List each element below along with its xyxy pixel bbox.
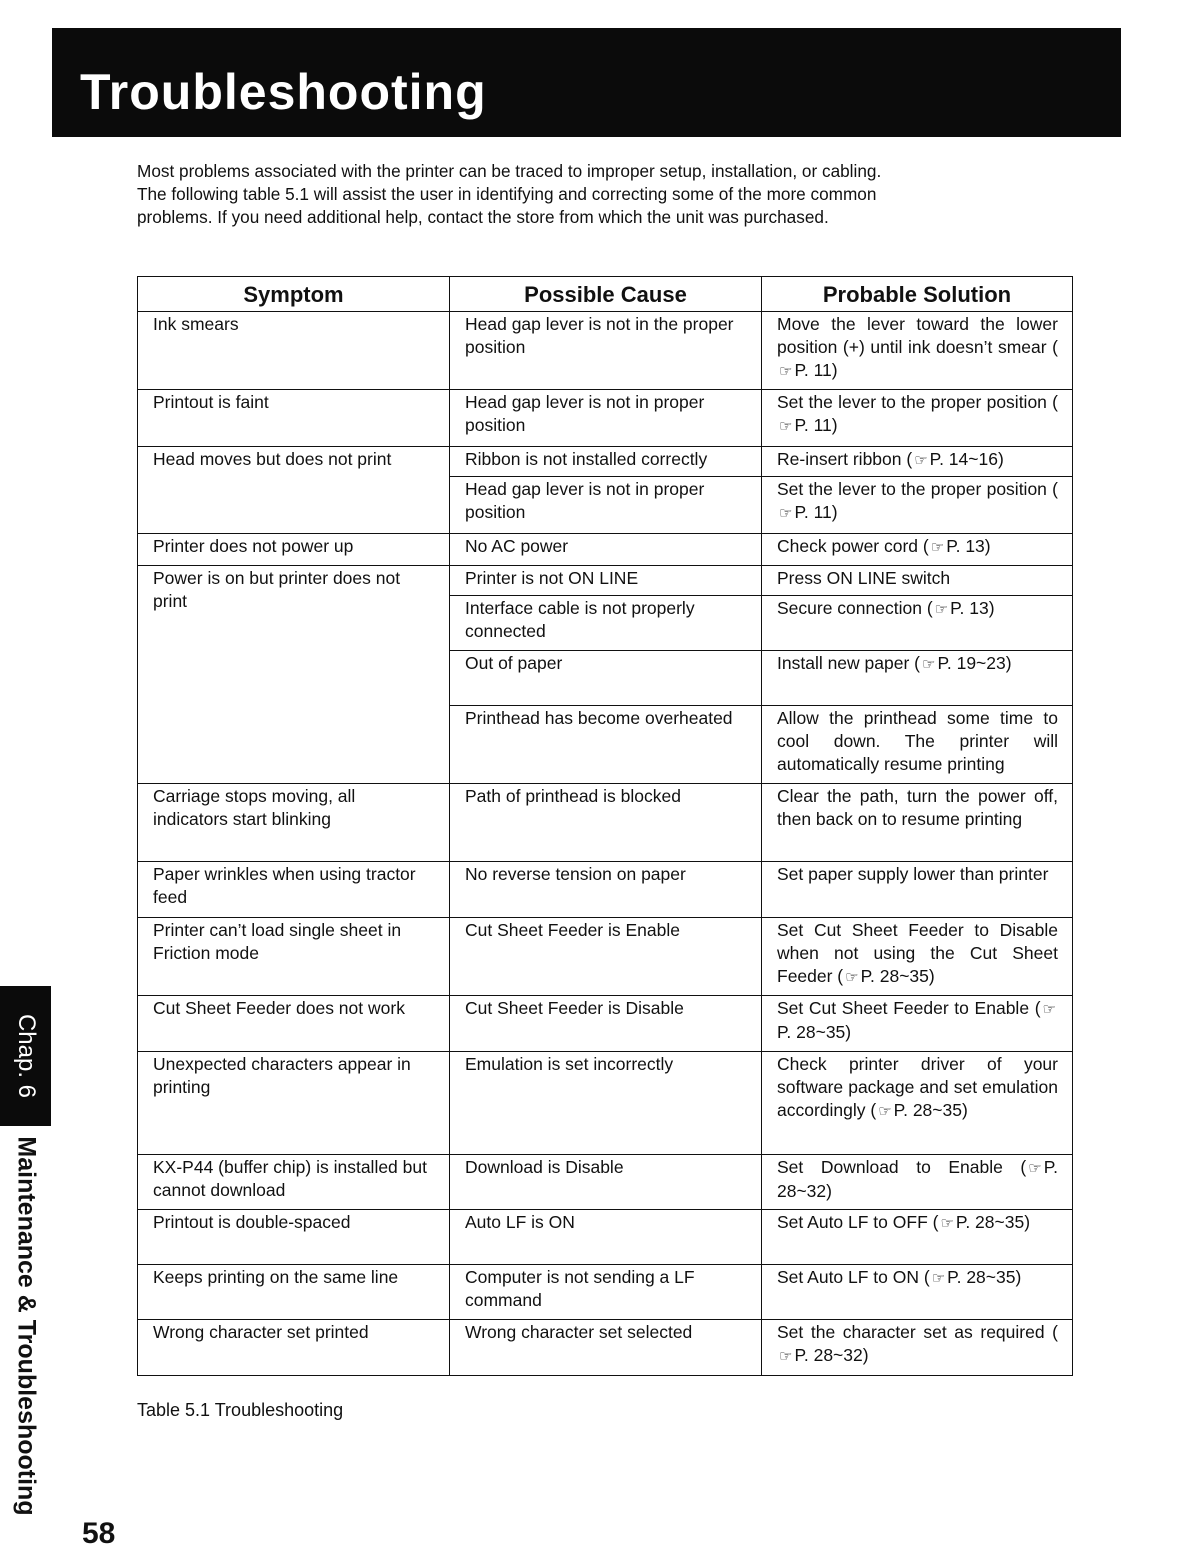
symptom-cell: Printer can’t load single sheet in Friction mode: [138, 918, 450, 996]
page-reference: P. 28~35): [860, 966, 935, 986]
solution-cell: [762, 1210, 1073, 1265]
solution-cell: [762, 706, 1073, 784]
page-reference: P. 11): [794, 360, 838, 380]
cause-cell: Out of paper: [450, 651, 762, 706]
solution-text: Set paper supply lower than printer: [777, 864, 1049, 884]
solution-cell: [762, 534, 1073, 566]
symptom-cell: Head moves but does not print: [138, 447, 450, 534]
page-reference: P. 19~23): [937, 653, 1012, 673]
pointing-hand-icon: ☞: [1028, 1160, 1042, 1177]
header-symptom: Symptom: [138, 277, 450, 312]
cause-cell: Cut Sheet Feeder is Enable: [450, 918, 762, 996]
solution-cell: [762, 566, 1073, 596]
solution-cell: [762, 1320, 1073, 1376]
page-reference: P. 28~35): [893, 1100, 968, 1120]
title-bar: [52, 28, 1121, 137]
table-header-row: [138, 277, 1073, 312]
solution-cell: [762, 784, 1073, 862]
symptom-cell: Unexpected characters appear in printing: [138, 1052, 450, 1155]
symptom-cell: Paper wrinkles when using tractor feed: [138, 862, 450, 918]
pointing-hand-icon: ☞: [779, 1348, 793, 1365]
cause-cell: Auto LF is ON: [450, 1210, 762, 1265]
cause-cell: No reverse tension on paper: [450, 862, 762, 918]
table-row: [138, 390, 1073, 447]
table-row: [138, 784, 1073, 862]
solution-cell: [762, 477, 1073, 534]
table-body: [138, 312, 1073, 1376]
solution-text: Move the lever toward the lower position (+) until ink doesn’t smear (: [777, 314, 1058, 357]
solution-text: Secure connection (: [777, 598, 933, 618]
table-row: [138, 312, 1073, 390]
symptom-cell: Wrong character set printed: [138, 1320, 450, 1376]
cause-cell: Ribbon is not installed correctly: [450, 447, 762, 477]
cause-cell: Emulation is set incorrectly: [450, 1052, 762, 1155]
solution-text: Allow the printhead some time to cool down. The printer will automatically resume printing: [777, 708, 1058, 774]
page-reference: P. 13): [946, 536, 991, 556]
cause-cell: Head gap lever is not in the proper position: [450, 312, 762, 390]
page-reference: P. 28~32): [794, 1345, 869, 1365]
symptom-cell: Cut Sheet Feeder does not work: [138, 996, 450, 1052]
cause-cell: No AC power: [450, 534, 762, 566]
solution-text: Set Download to Enable (: [777, 1157, 1027, 1177]
section-side-label: Maintenance & Troubleshooting: [12, 1136, 41, 1516]
table-row: [138, 447, 1073, 477]
symptom-cell: Ink smears: [138, 312, 450, 390]
pointing-hand-icon: ☞: [940, 1215, 954, 1232]
page-title: Troubleshooting: [80, 64, 487, 120]
pointing-hand-icon: ☞: [1042, 1001, 1056, 1018]
symptom-cell: Power is on but printer does not print: [138, 566, 450, 784]
table-row: [138, 1320, 1073, 1376]
page-reference: P. 28~35): [777, 1022, 852, 1042]
intro-line: problems. If you need additional help, contact the store from which the unit was purchased.: [137, 207, 829, 227]
table-row: [138, 1155, 1073, 1210]
pointing-hand-icon: ☞: [878, 1103, 892, 1120]
cause-cell: Wrong character set selected: [450, 1320, 762, 1376]
pointing-hand-icon: ☞: [931, 1270, 946, 1287]
pointing-hand-icon: ☞: [934, 601, 949, 618]
header-cause: Possible Cause: [450, 277, 762, 312]
troubleshooting-table: [137, 276, 1073, 1376]
pointing-hand-icon: ☞: [914, 452, 928, 469]
table-row: [138, 1052, 1073, 1155]
page-reference: P. 11): [794, 502, 838, 522]
table-row: [138, 918, 1073, 996]
page-reference: P. 11): [794, 415, 838, 435]
solution-text: Set the lever to the proper position (: [777, 479, 1058, 499]
cause-cell: Interface cable is not properly connected: [450, 596, 762, 651]
page-number: 58: [82, 1517, 116, 1550]
cause-cell: Head gap lever is not in proper position: [450, 477, 762, 534]
pointing-hand-icon: ☞: [845, 969, 859, 986]
cause-cell: Printhead has become overheated: [450, 706, 762, 784]
table-caption: Table 5.1 Troubleshooting: [137, 1400, 344, 1420]
solution-cell: [762, 1265, 1073, 1320]
cause-cell: Cut Sheet Feeder is Disable: [450, 996, 762, 1052]
cause-cell: Printer is not ON LINE: [450, 566, 762, 596]
table-row: [138, 996, 1073, 1052]
intro-line: Most problems associated with the printer can be traced to improper setup, installation, or cabling.: [137, 161, 882, 181]
solution-cell: [762, 918, 1073, 996]
cause-cell: Download is Disable: [450, 1155, 762, 1210]
solution-cell: [762, 1155, 1073, 1210]
solution-text: Install new paper (: [777, 653, 920, 673]
symptom-cell: Printout is double-spaced: [138, 1210, 450, 1265]
solution-text: Set Cut Sheet Feeder to Enable (: [777, 998, 1041, 1018]
chapter-tab: [0, 986, 51, 1126]
header-solution: Probable Solution: [762, 277, 1073, 312]
solution-text: Set Auto LF to ON (: [777, 1267, 930, 1287]
table-row: [138, 1210, 1073, 1265]
chapter-tab-label: Chap. 6: [12, 1013, 40, 1099]
solution-cell: [762, 390, 1073, 447]
cause-cell: Head gap lever is not in proper position: [450, 390, 762, 447]
solution-cell: [762, 1052, 1073, 1155]
solution-text: Set the lever to the proper position (: [777, 392, 1058, 412]
page-reference: P. 13): [950, 598, 995, 618]
table-row: [138, 1265, 1073, 1320]
solution-text: Set the character set as required (: [777, 1322, 1058, 1342]
cause-cell: Path of printhead is blocked: [450, 784, 762, 862]
symptom-cell: Printer does not power up: [138, 534, 450, 566]
solution-text: Set Auto LF to OFF (: [777, 1212, 939, 1232]
table-row: [138, 862, 1073, 918]
symptom-cell: KX-P44 (buffer chip) is installed but cannot download: [138, 1155, 450, 1210]
solution-text: Press ON LINE switch: [777, 568, 951, 588]
intro-line: The following table 5.1 will assist the user in identifying and correcting some of the more common: [137, 184, 877, 204]
solution-text: Re-insert ribbon (: [777, 449, 913, 469]
solution-cell: [762, 862, 1073, 918]
symptom-cell: Carriage stops moving, all indicators start blinking: [138, 784, 450, 862]
solution-text: Set Cut Sheet Feeder to Disable when not using the Cut Sheet Feeder (: [777, 920, 1058, 986]
solution-text: Clear the path, turn the power off, then back on to resume printing: [777, 786, 1058, 829]
solution-cell: [762, 447, 1073, 477]
table-row: [138, 566, 1073, 596]
page-reference: P. 14~16): [929, 449, 1004, 469]
solution-text: Check printer driver of your software package and set emulation accordingly (: [777, 1054, 1058, 1120]
pointing-hand-icon: ☞: [779, 505, 793, 522]
pointing-hand-icon: ☞: [779, 418, 793, 435]
page-reference: P. 28~32): [777, 1157, 1058, 1201]
solution-cell: [762, 596, 1073, 651]
symptom-cell: Keeps printing on the same line: [138, 1265, 450, 1320]
pointing-hand-icon: ☞: [779, 363, 793, 380]
table-row: [138, 534, 1073, 566]
solution-cell: [762, 651, 1073, 706]
pointing-hand-icon: ☞: [930, 539, 945, 556]
solution-cell: [762, 312, 1073, 390]
intro-paragraph: [137, 160, 1037, 229]
solution-text: Check power cord (: [777, 536, 929, 556]
page-reference: P. 28~35): [947, 1267, 1022, 1287]
page-reference: P. 28~35): [955, 1212, 1031, 1232]
symptom-cell: Printout is faint: [138, 390, 450, 447]
solution-cell: [762, 996, 1073, 1052]
cause-cell: Computer is not sending a LF command: [450, 1265, 762, 1320]
pointing-hand-icon: ☞: [922, 656, 936, 673]
